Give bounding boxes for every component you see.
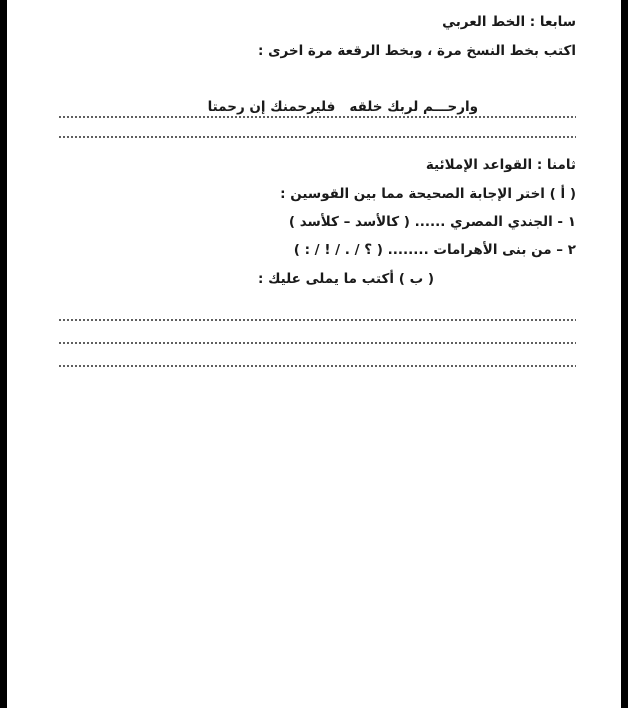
part-b-instruction: ( ب ) أكتب ما يملى عليك : — [257, 271, 434, 287]
question-1: ١ - الجندي المصري ...... ( كالأسد – كلأسد ) — [288, 214, 576, 230]
verse-second-half: فليرحمنك إن رحمتا — [207, 99, 336, 115]
question-2: ٢ – من بنى الأهرامات ........ ( ؟ / . / ! / : ) — [293, 242, 576, 258]
writing-line-1 — [58, 116, 576, 118]
handwriting-sample-verse — [208, 98, 478, 116]
writing-line-2 — [58, 136, 576, 138]
dictation-line-3 — [58, 365, 576, 367]
part-a-instruction: ( أ ) اختر الإجابة الصحيحة مما بين القوسين : — [280, 186, 576, 202]
dictation-line-2 — [58, 342, 576, 344]
dictation-line-1 — [58, 319, 576, 321]
section-eight-title: ثامنا : القواعد الإملائية — [425, 157, 576, 173]
handwriting-instruction: اكتب بخط النسخ مرة ، وبخط الرقعة مرة اخرى : — [257, 43, 576, 59]
right-page-border — [621, 0, 628, 708]
left-page-border — [0, 0, 7, 708]
verse-first-half: وارحـــم لربك خلقه — [349, 99, 478, 115]
worksheet-page — [58, 0, 576, 708]
section-seven-title: سابعا : الخط العربي — [442, 14, 576, 30]
